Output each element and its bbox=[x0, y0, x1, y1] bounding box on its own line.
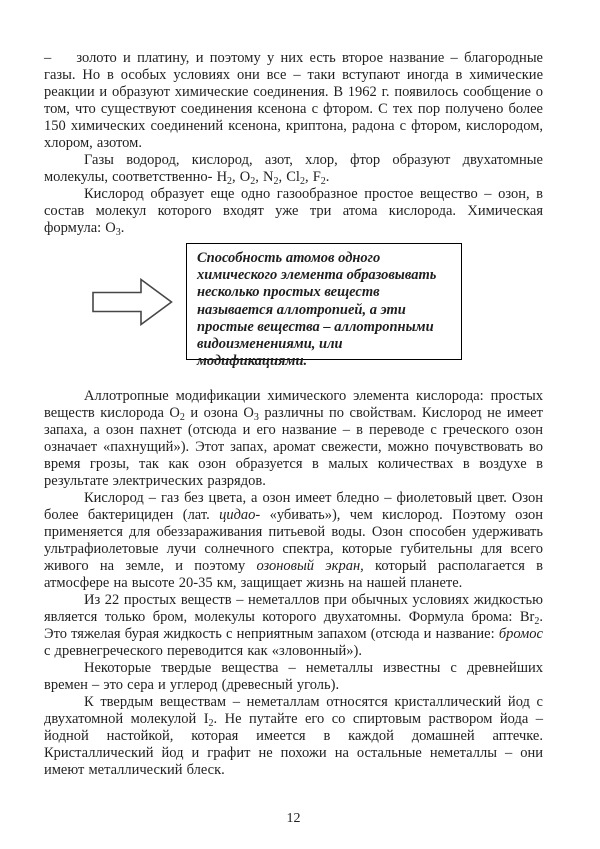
allotropy-callout bbox=[44, 243, 543, 370]
callout-text: Способность атомов одного химического элемента образовывать несколько простых веществ называется аллотропией, а эти простые вещества – аллотропными видоизменениями, или модификациями. bbox=[197, 250, 437, 370]
paragraph: Кислород – газ без цвета, а озон имеет бледно – фиолетовый цвет. Озон более бактерициден (лат. цидао- «убивать»), чем кислород. Поэтому озон применяется для обеззараживания питьевой воды. Озон способен удерживать ультрафиолетовые лучи солнечного спектра, которые губительны для всего живого на земле, и поэтому озоновый экран, который располагается в атмосфере на высоте 20-35 км, защищает жизнь на нашей планете. bbox=[44, 490, 543, 591]
paragraph: Кислород образует еще одно газообразное простое вещество – озон, в состав молекул которого входят уже три атома кислорода. Химическая формула: $O_3$. bbox=[44, 186, 543, 238]
paragraph: Некоторые твердые вещества – неметаллы известны с древнейших времен – это сера и углерод (древесный уголь). bbox=[44, 660, 543, 693]
page-number: 12 bbox=[286, 811, 301, 826]
paragraph: К твердым веществам – неметаллам относятся кристаллический йод с двухатомной молекулой $I_2$. Не путайте его со спиртовым раствором йода – йодной настойкой, которая имеется в каждой домашней аптечке. Кристаллический йод и графит не похожи на остальные неметаллы – они имеют металлический блеск. bbox=[44, 694, 543, 778]
paragraph: Из 22 простых веществ – неметаллов при обычных условиях жидкостью является только бром, молекулы которого двухатомны. Формула брома: $Br_2$. Это тяжелая бурая жидкость с неприятным запахом (отсюда и название: бромос с древнегреческого переводится как «зловонный»). bbox=[44, 592, 543, 659]
callout-box bbox=[186, 243, 462, 370]
paragraph: Аллотропные модификации химического элемента кислорода: простых веществ кислорода $O_2$ и озона $O_3$ различны по свойствам. Кислород не имеет запаха, а озон пахнет (отсюда и его название – в переводе с греческого озон означает «пахнущий»). Этот запах, аромат свежести, можно почувствовать во время грозы, так как озон образуется в малых количествах в воздухе в результате электрических разрядов. bbox=[44, 388, 543, 489]
paragraphs-top bbox=[44, 50, 543, 237]
paragraph: Газы водород, кислород, азот, хлор, фтор образуют двухатомные молекулы, соответственно- $H_2$, $O_2$, $N_2$, $Cl_2$, $F_2$. bbox=[44, 152, 543, 187]
block-arrow-right-icon bbox=[92, 278, 173, 326]
body-text bbox=[44, 50, 543, 827]
paragraphs-bottom bbox=[44, 388, 543, 779]
paragraph: – золото и платину, и поэтому у них есть второе название – благородные газы. Но в особых условиях они все – таки вступают иногда в химические реакции и образуют химические соединения. В 1962 г. появилось сообщение о том, что существуют соединения ксенона с фтором. С тех пор получено более 150 химических соединений ксенона, криптона, радона с фтором, кислородом, хлором, азотом. bbox=[44, 50, 543, 151]
